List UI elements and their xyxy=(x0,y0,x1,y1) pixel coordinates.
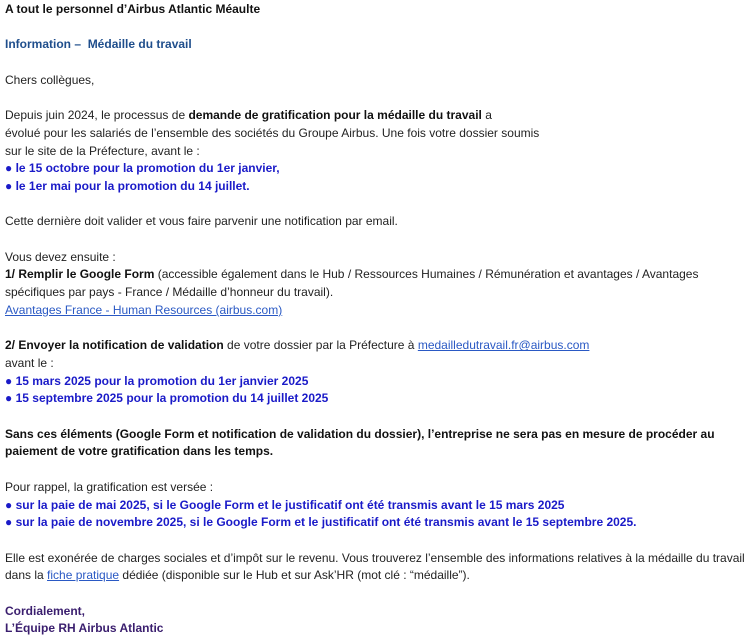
payment-bullet: ● sur la paie de novembre 2025, si le Google Form et le justificatif ont été transmis avant le 15 septembre 2025. xyxy=(5,515,637,530)
email-header: A tout le personnel d’Airbus Atlantic Méaulte xyxy=(5,2,261,16)
then-text: Vous devez ensuite : xyxy=(5,249,116,264)
step1-bold: 1/ Remplir le Google Form xyxy=(5,267,155,282)
signature-team: L’Équipe RH Airbus Atlantic xyxy=(5,621,164,636)
reminder-intro: Pour rappel, la gratification est versée : xyxy=(5,479,214,494)
warning-line-2: paiement de votre gratification dans les temps. xyxy=(5,444,274,459)
promotion-bullet: ● 15 septembre 2025 pour la promotion du 14 juillet 2025 xyxy=(5,391,329,406)
intro-line-3: sur le site de la Préfecture, avant le : xyxy=(5,143,200,158)
tax-line-1: Elle est exonérée de charges sociales et d’impôt sur le revenu. Vous trouverez l’ensemble des informations relatives à la médaille du travail xyxy=(5,550,745,565)
deadline-bullet: ● le 15 octobre pour la promotion du 1er janvier, xyxy=(5,161,280,176)
intro-line-1: Depuis juin 2024, le processus de demande de gratification pour la médaille du travail a xyxy=(5,108,492,123)
fiche-pratique-link[interactable]: fiche pratique xyxy=(47,568,120,583)
step1-line-1: 1/ Remplir le Google Form (accessible également dans le Hub / Ressources Humaines / Rémunération et avantages / Avantages xyxy=(5,267,699,282)
avantages-france-link[interactable]: Avantages France - Human Resources (airbus.com) xyxy=(5,302,283,317)
email-subject xyxy=(5,36,747,54)
intro-bold: demande de gratification pour la médaille du travail xyxy=(188,108,482,123)
validation-text: Cette dernière doit valider et vous faire parvenir une notification par email. xyxy=(5,214,398,229)
signature-closing: Cordialement, xyxy=(5,603,86,618)
step2-line-1: 2/ Envoyer la notification de validation de votre dossier par la Préfecture à medailledutravail.fr@airbus.com xyxy=(5,338,590,353)
step2-line-2: avant le : xyxy=(5,355,54,370)
step1-link-line xyxy=(5,302,747,320)
greeting: Chers collègues, xyxy=(5,72,95,87)
subject-title: Médaille du travail xyxy=(87,37,192,52)
payment-bullet: ● sur la paie de mai 2025, si le Google Form et le justificatif ont été transmis avant le 15 mars 2025 xyxy=(5,497,565,512)
step1-line-2: spécifiques par pays - France / Médaille d’honneur du travail). xyxy=(5,285,334,300)
email-link[interactable]: medailledutravail.fr@airbus.com xyxy=(417,338,590,353)
tax-line-2: dans la fiche pratique dédiée (disponible sur le Hub et sur Ask’HR (mot clé : “médaille”). xyxy=(5,568,470,583)
intro-line-2: évolué pour les salariés de l’ensemble des sociétés du Groupe Airbus. Une fois votre dossier soumis xyxy=(5,125,540,140)
subject-prefix: Information – xyxy=(5,37,82,52)
step2-bold: 2/ Envoyer la notification de validation xyxy=(5,338,224,353)
warning-line-1: Sans ces éléments (Google Form et notification de validation du dossier), l’entreprise ne sera pas en mesure de procéder au xyxy=(5,426,715,441)
deadline-bullet: ● le 1er mai pour la promotion du 14 juillet. xyxy=(5,178,250,193)
promotion-bullet: ● 15 mars 2025 pour la promotion du 1er janvier 2025 xyxy=(5,373,309,388)
